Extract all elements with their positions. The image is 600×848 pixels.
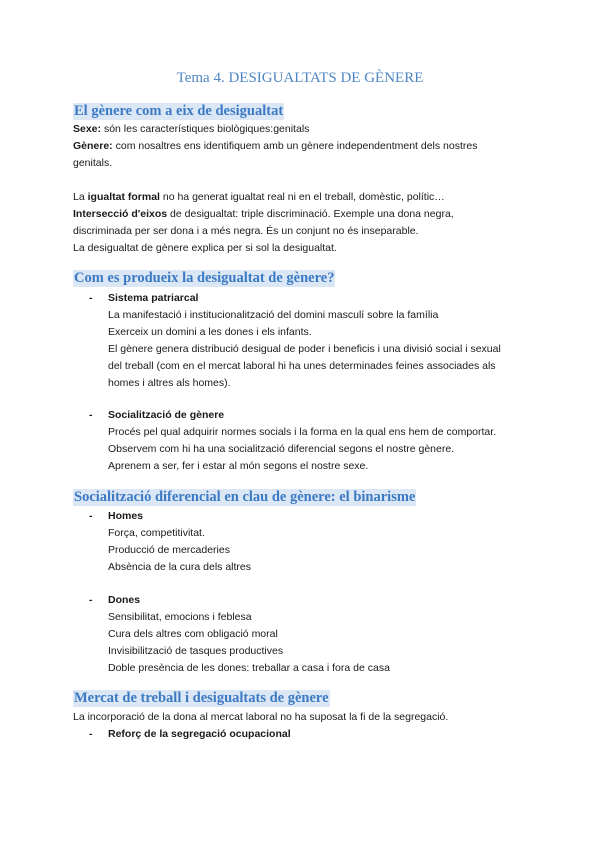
definition-genere-cont: genitals. <box>73 157 113 169</box>
section-heading-how-produced: Com es produeix la desigualtat de gènere? <box>74 270 335 286</box>
list-item-title-men: Homes <box>108 510 144 522</box>
paragraph-intersection <box>73 208 454 221</box>
list-item-line: Aprenem a ser, fer i estar al món segons el nostre sexe. <box>108 460 369 472</box>
section-heading-gender-axis: El gènere com a eix de desigualtat <box>74 103 284 119</box>
section-heading-binarism: Socialització diferencial en clau de gènere: el binarisme <box>74 489 416 505</box>
term-genere: Gènere: <box>73 140 113 152</box>
list-item-line: Sensibilitat, emocions i feblesa <box>108 611 252 623</box>
text: no ha generat igualtat real ni en el treball, domèstic, polític… <box>159 191 445 203</box>
list-item-line: Procés pel qual adquirir normes socials i la forma en la qual ens hem de comportar. <box>108 426 497 438</box>
paragraph-intersection-cont: discriminada per ser dona i a més negra. És un conjunt no és inseparable. <box>73 225 419 237</box>
list-item-line: El gènere genera distribució desigual de poder i beneficis i una divisió social i sexual <box>108 343 501 355</box>
list-item-line: homes i altres als homes). <box>108 377 231 389</box>
bullet-dash: - <box>89 292 93 304</box>
bullet-dash: - <box>89 728 93 740</box>
bullet-dash: - <box>89 510 93 522</box>
list-item-line: Doble presència de les dones: treballar a casa i fora de casa <box>108 662 390 674</box>
definition-genere-text: com nosaltres ens identifiquem amb un gènere independentment dels nostres <box>112 140 478 152</box>
term-formal-equality: igualtat formal <box>87 191 160 203</box>
list-item-line: del treball (com en el mercat laboral hi ha unes determinades feines associades als <box>108 360 496 372</box>
list-item-line: La manifestació i institucionalització del domini masculí sobre la família <box>108 309 439 321</box>
document-title: Tema 4. DESIGUALTATS DE GÈNERE <box>176 70 424 86</box>
list-item-line: Força, competitivitat. <box>108 527 205 539</box>
list-item-title-socialization: Socialització de gènere <box>108 409 225 421</box>
list-item-title-patriarchal: Sistema patriarcal <box>108 292 199 304</box>
text: La <box>73 191 88 203</box>
definition-sexe <box>73 123 309 136</box>
bullet-dash: - <box>89 409 93 421</box>
paragraph-gender-inequality: La desigualtat de gènere explica per si sol la desigualtat. <box>73 242 337 254</box>
text: de desigualtat: triple discriminació. Exemple una dona negra, <box>167 208 454 220</box>
list-item-title-women: Dones <box>108 594 141 606</box>
list-item-line: Producció de mercaderies <box>108 544 230 556</box>
paragraph-formal-equality <box>73 191 445 204</box>
list-item-line: Absència de la cura dels altres <box>108 561 251 573</box>
list-item-line: Exerceix un domini a les dones i els infants. <box>108 326 312 338</box>
definition-sexe-text: són les característiques biològiques:genitals <box>101 123 310 135</box>
bullet-dash: - <box>89 594 93 606</box>
section-heading-labour-market: Mercat de treball i desigualtats de gènere <box>74 690 329 706</box>
definition-genere <box>73 140 478 153</box>
list-item-line: Cura dels altres com obligació moral <box>108 628 278 640</box>
paragraph-labour-market: La incorporació de la dona al mercat laboral no ha suposat la fi de la segregació. <box>73 711 449 723</box>
list-item-line: Invisibilització de tasques productives <box>108 645 284 657</box>
term-sexe: Sexe: <box>73 123 102 135</box>
list-item-title-segregation: Reforç de la segregació ocupacional <box>108 728 291 740</box>
term-intersection: Intersecció d'eixos <box>73 208 168 220</box>
list-item-line: Observem com hi ha una socialització diferencial segons el nostre gènere. <box>108 443 455 455</box>
